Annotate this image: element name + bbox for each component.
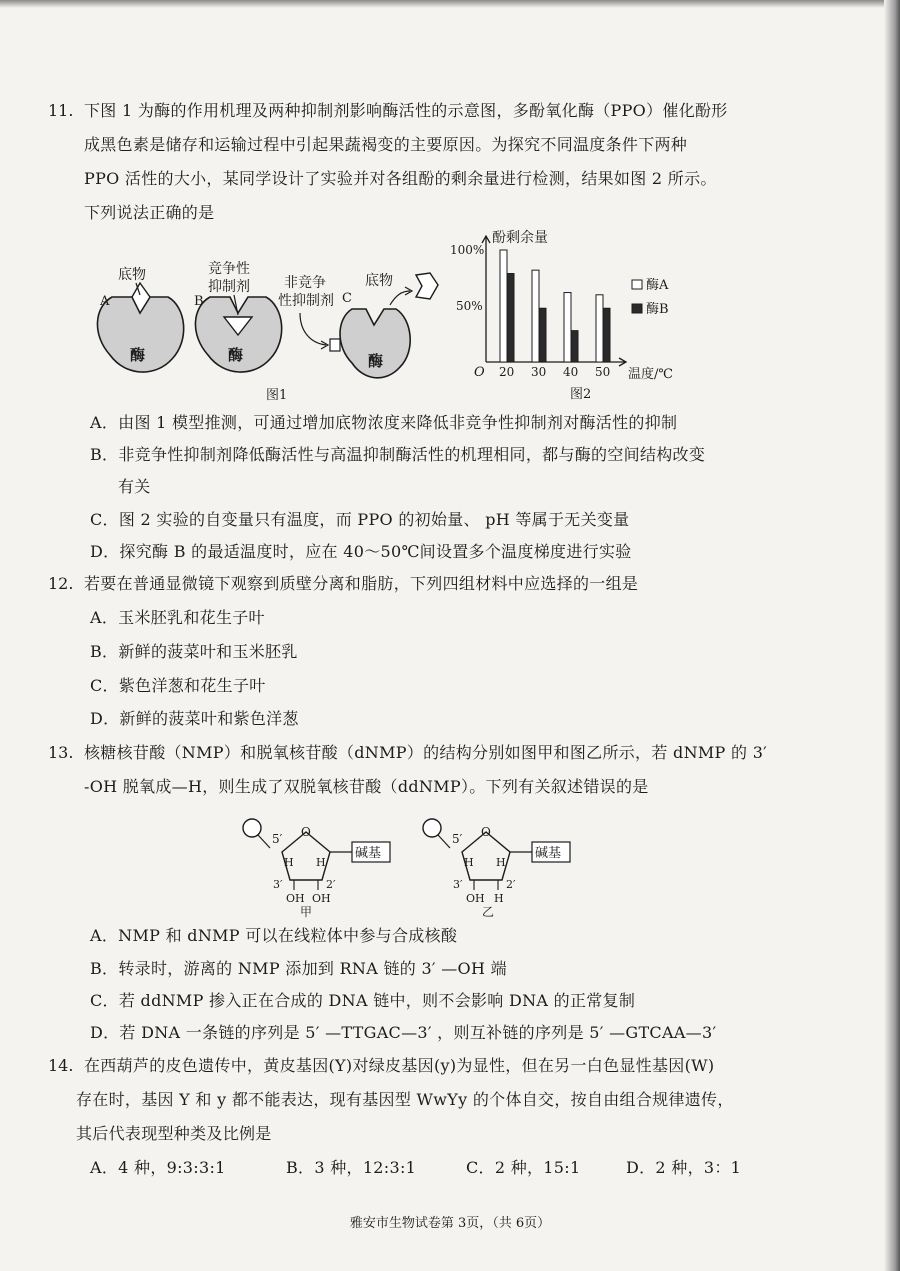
- question-number: 14.: [48, 1056, 74, 1075]
- scan-edge-right: [884, 0, 900, 1271]
- label-5prime: 5′: [272, 832, 283, 846]
- enzyme-label: 酶: [228, 346, 244, 364]
- option-b: B．新鲜的菠菜叶和玉米胚乳: [90, 642, 298, 661]
- option-d: D．若 DNA 一条链的序列是 5′ —TTGAC—3′ ，则互补链的序列是 5′ —GTCAA—3′: [90, 1023, 717, 1042]
- figure-1-enzyme-model: [90, 255, 470, 405]
- enzyme-a: [97, 266, 183, 372]
- x-tick-label: 20: [499, 365, 515, 379]
- option-b: B．3 种，12:3:1: [286, 1158, 417, 1177]
- figure-2-caption: 图2: [570, 387, 592, 402]
- option-b: B．非竞争性抑制剂降低酶活性与高温抑制酶活性的机理相同，都与酶的空间结构改变: [90, 445, 706, 464]
- y-tick-label: 50%: [456, 299, 483, 313]
- enzyme-label: 酶: [368, 352, 384, 370]
- bar-酶A-20: [500, 250, 507, 362]
- label-h: H: [464, 856, 474, 869]
- substrate-label: 底物: [118, 267, 146, 283]
- option-a: A．NMP 和 dNMP 可以在线粒体中参与合成核酸: [90, 926, 458, 945]
- x-tick-label: 40: [563, 365, 579, 379]
- label-h: H: [316, 856, 326, 869]
- enzyme-c: [278, 272, 438, 378]
- question-stem-line: -OH 脱氧成—H，则生成了双脱氧核苷酸（ddNMP）。下列有关叙述错误的是: [84, 777, 649, 796]
- question-stem: 若要在普通显微镜下观察到质壁分离和脂肪，下列四组材料中应选择的一组是: [84, 574, 639, 593]
- bar-酶A-40: [564, 293, 571, 362]
- chart-bars: [500, 250, 610, 362]
- label-h: H: [496, 856, 506, 869]
- label-h: H: [494, 892, 504, 905]
- bar-酶B-30: [539, 308, 546, 362]
- enzyme-b: [194, 260, 282, 372]
- legend-swatch: [632, 280, 642, 289]
- chart-labels: [450, 230, 673, 402]
- option-d: D．探究酶 B 的最适温度时，应在 40～50℃间设置多个温度梯度进行实验: [90, 542, 632, 561]
- nucleotide-figure: [230, 810, 590, 920]
- bar-酶B-20: [507, 274, 514, 362]
- option-a: A．玉米胚乳和花生子叶: [90, 608, 265, 627]
- option-a: A．由图 1 模型推测，可通过增加底物浓度来降低非竞争性抑制剂对酶活性的抑制: [90, 413, 678, 432]
- question-stem-line: 核糖核苷酸（NMP）和脱氧核苷酸（dNMP）的结构分别如图甲和图乙所示，若 dNMP 的 3′: [84, 743, 768, 762]
- question-stem-line: 下图 1 为酶的作用机理及两种抑制剂影响酶活性的示意图，多酚氧化酶（PPO）催化酚形: [84, 101, 728, 120]
- bar-酶A-50: [596, 295, 603, 362]
- legend-label: 酶B: [646, 302, 669, 317]
- option-b: B．转录时，游离的 NMP 添加到 RNA 链的 3′ —OH 端: [90, 959, 507, 978]
- enzyme-label: 酶: [130, 346, 146, 364]
- x-tick-label: 30: [531, 365, 547, 379]
- question-stem-line: 在西葫芦的皮色遗传中，黄皮基因(Y)对绿皮基因(y)为显性，但在另一白色显性基因(W): [84, 1056, 715, 1075]
- origin-label: O: [474, 365, 485, 380]
- legend-swatch: [632, 304, 642, 313]
- released-substrate-shape: [416, 273, 438, 299]
- competitive-inhibitor-label-1: 竞争性: [208, 261, 250, 277]
- competitive-inhibitor-label-2: 抑制剂: [208, 279, 250, 295]
- question-stem-line: 下列说法正确的是: [84, 203, 215, 222]
- bar-酶B-40: [571, 331, 578, 362]
- page-footer: 雅安市生物试卷第 3页，（共 6页）: [349, 1216, 551, 1231]
- question-stem-line: 成黑色素是储存和运输过程中引起果蔬褐变的主要原因。为探究不同温度条件下两种: [84, 135, 688, 154]
- question-number: 12.: [48, 574, 74, 593]
- question-number: 11.: [48, 101, 74, 120]
- label-a: A: [100, 294, 110, 309]
- noncompetitive-inhibitor-shape: [330, 339, 340, 351]
- label-oh: OH: [286, 892, 305, 905]
- x-axis-label: 温度/℃: [628, 367, 673, 382]
- noncompetitive-inhibitor-label-1: 非竞争: [284, 275, 326, 291]
- chart-title: 酚剩余量: [492, 230, 548, 246]
- option-a: A．4 种，9:3:3:1: [90, 1158, 226, 1177]
- scan-edge-top: [0, 0, 900, 8]
- x-tick-label: 50: [595, 365, 611, 379]
- dnmp-structure: [423, 819, 570, 919]
- phosphate-circle: [423, 819, 441, 837]
- question-stem-line: 其后代表现型种类及比例是: [76, 1124, 272, 1143]
- option-b-continued: 有关: [118, 477, 151, 496]
- label-3prime: 3′: [273, 878, 283, 891]
- option-c: C．若 ddNMP 掺入正在合成的 DNA 链中，则不会影响 DNA 的正常复制: [90, 991, 636, 1010]
- label-o: O: [301, 825, 311, 839]
- nmp-structure: [243, 819, 390, 919]
- label-oh: OH: [466, 892, 485, 905]
- legend-label: 酶A: [646, 278, 669, 293]
- label-o: O: [481, 825, 491, 839]
- option-d: D．2 种，3：1: [626, 1158, 742, 1177]
- bar-酶B-50: [603, 308, 610, 362]
- option-c: C．紫色洋葱和花生子叶: [90, 676, 266, 695]
- y-tick-label: 100%: [450, 243, 485, 257]
- caption-yi: 乙: [482, 905, 495, 919]
- question-stem-line: 存在时，基因 Y 和 y 都不能表达，现有基因型 WwYy 的个体自交，按自由组合规律遗传，: [76, 1090, 734, 1109]
- substrate-label: 底物: [365, 273, 393, 289]
- base-label: 碱基: [535, 846, 562, 861]
- caption-jia: 甲: [300, 905, 313, 919]
- label-3prime: 3′: [453, 878, 463, 891]
- option-c: C．2 种，15:1: [466, 1158, 581, 1177]
- label-h: H: [284, 856, 294, 869]
- figure-1-caption: 图1: [266, 388, 288, 403]
- question-stem-line: PPO 活性的大小，某同学设计了实验并对各组酚的剩余量进行检测，结果如图 2 所示。: [84, 169, 717, 188]
- question-number: 13.: [48, 743, 74, 762]
- label-5prime: 5′: [452, 832, 463, 846]
- bar-酶A-30: [532, 270, 539, 362]
- option-c: C．图 2 实验的自变量只有温度，而 PPO 的初始量、 pH 等属于无关变量: [90, 510, 630, 529]
- base-label: 碱基: [355, 846, 382, 861]
- label-c: C: [342, 291, 352, 306]
- noncompetitive-inhibitor-label-2: 性抑制剂: [278, 293, 334, 309]
- option-d: D．新鲜的菠菜叶和紫色洋葱: [90, 709, 299, 728]
- label-b: B: [194, 294, 204, 309]
- label-oh: OH: [312, 892, 331, 905]
- label-2prime: 2′: [326, 878, 336, 891]
- label-2prime: 2′: [506, 878, 516, 891]
- figure-2-chart: [440, 222, 690, 406]
- phosphate-circle: [243, 819, 261, 837]
